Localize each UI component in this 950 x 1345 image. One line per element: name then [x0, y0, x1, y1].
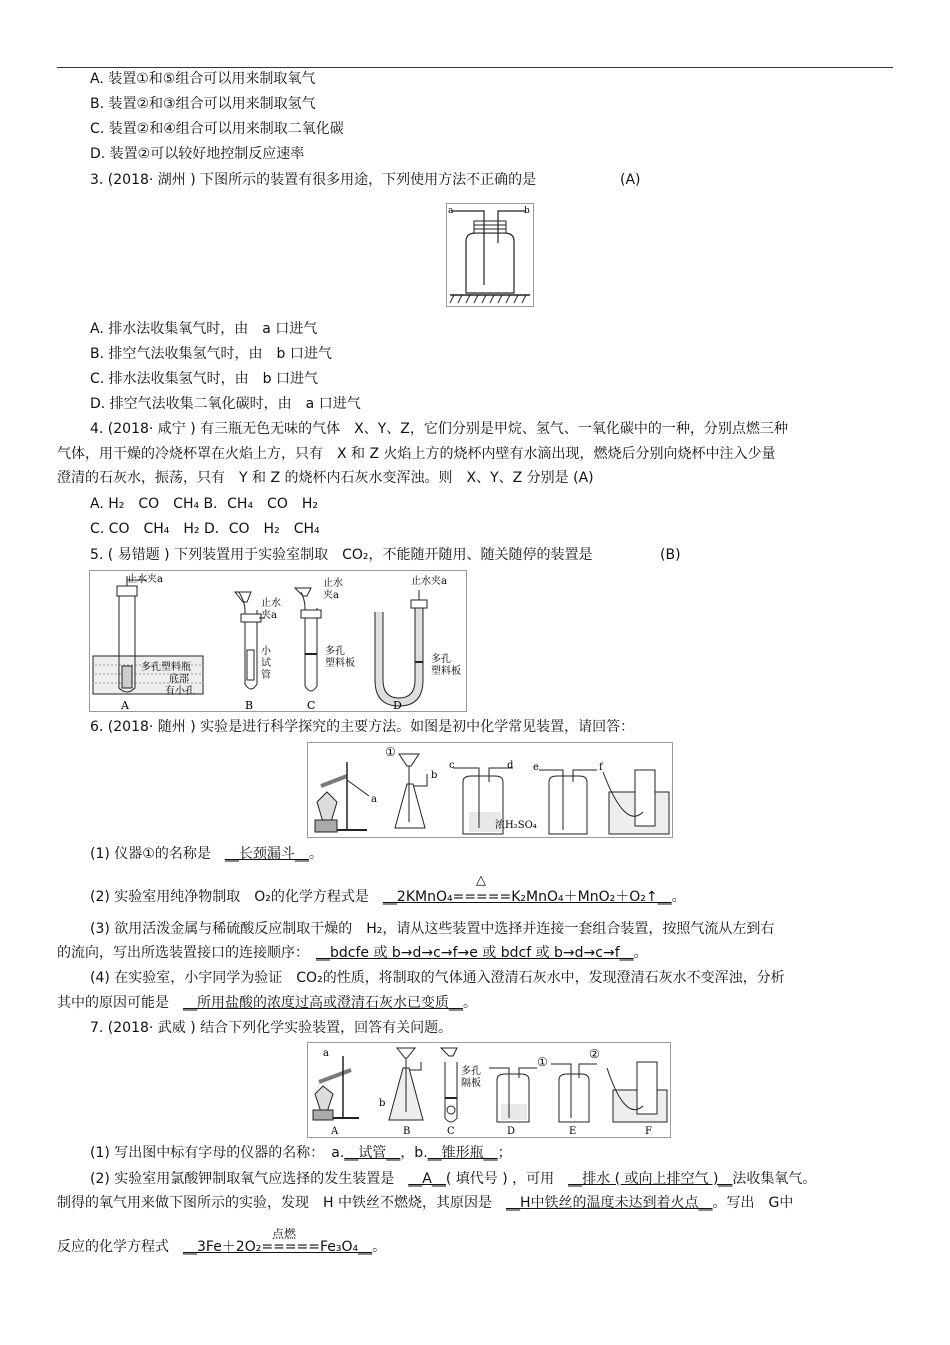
q6-p3-pre: 的流向，写出所选装置接口的连接顺序： [57, 945, 316, 961]
q7-p2-line-1 [90, 1170, 816, 1188]
q4-options-cd: C. CO CH₄ H₂ D．CO H₂ CH₄ [90, 521, 320, 537]
q7-label-B: B [403, 1126, 411, 1137]
q6-p2-condition: △ [476, 873, 486, 888]
q2-option-c: C. 装置②和④组合可以用来制取二氧化碳 [90, 121, 344, 137]
q6-p4-answer: __所用盐酸的浓度过高或澄清石灰水已变质__ [183, 995, 463, 1011]
q6-p3-post: 。 [633, 945, 648, 961]
q7-p3 [57, 1238, 386, 1256]
q7-p1-answer-b: __锥形瓶__ [427, 1145, 498, 1161]
q6-p1 [90, 845, 323, 863]
q7-label-E: E [569, 1126, 577, 1137]
q6-acid-label: 浓H₂SO₄ [495, 820, 537, 831]
q6-port-a: a [371, 794, 377, 805]
q5-answer: (B) [660, 547, 681, 563]
q5-label-a: A [121, 699, 129, 712]
q6-p4-post: 。 [463, 995, 477, 1011]
q7-p2-answer-1: __A__ [408, 1171, 446, 1187]
q3-option-d: D. 排空气法收集二氧化碳时，由 a 口进气 [90, 396, 361, 412]
q6-p2-pre: (2) 实验室用纯净物制取 O₂的化学方程式是 [90, 889, 383, 905]
q3-option-b: B. 排空气法收集氢气时，由 b 口进气 [90, 346, 332, 362]
q5-a-clamp-label: 止水夹a [127, 574, 163, 585]
q5-b-clamp-label-1: 止水 [261, 598, 281, 609]
q7-p2-line-2 [57, 1194, 793, 1212]
q7-label-A: A [331, 1126, 339, 1137]
q6-p4-line-2 [57, 994, 477, 1012]
q6-p3-answer: __bdcfe 或 b→d→c→f→e 或 bdcf 或 b→d→c→f__ [316, 945, 634, 961]
q6-port-f: f [599, 762, 603, 773]
q5-d-clamp-label: 止水夹a [411, 576, 447, 587]
q6-p1-answer: __长颈漏斗__ [224, 846, 309, 862]
q3-gas-bottle-figure [446, 203, 534, 307]
q7-p3-pre: 反应的化学方程式 [57, 1239, 183, 1255]
q7-stem: 7. (2018· 武威 ) 结合下列化学实验装置，回答有关问题。 [90, 1020, 453, 1036]
q5-label-c: C [307, 699, 316, 712]
q3-stem: 3. (2018· 湖州 ) 下图所示的装置有很多用途，下列使用方法不正确的是 [90, 172, 537, 188]
q7-port-2-label: ② [589, 1047, 600, 1061]
q6-port-b: b [431, 770, 438, 781]
q5-b-tube-label-1: 小 [261, 646, 271, 657]
q5-label-d: D [393, 699, 402, 712]
q7-label-F: F [645, 1126, 652, 1137]
q5-b-clamp-label-2: 夹a [261, 610, 277, 621]
q7-label-a-instrument: a [323, 1048, 329, 1059]
q4-line-2: 气体，用干燥的冷烧杯罩在火焰上方，只有 X 和 Z 火焰上方的烧杯内壁有水滴出现，燃烧后分别向烧杯中注入少量 [57, 446, 776, 462]
q7-p2b-pre: 制得的氧气用来做下图所示的实验，发现 H 中铁丝不燃烧，其原因是 [57, 1195, 506, 1211]
q7-label-D: D [507, 1126, 516, 1137]
q4-line-1: 4. (2018· 咸宁 ) 有三瓶无色无味的气体 X、Y、Z，它们分别是甲烷、氢气、一氧化碳中的一种，分别点燃三种 [90, 421, 788, 437]
q7-apparatus-figure [307, 1042, 671, 1138]
q6-p4-line-1: (4) 在实验室，小宇同学为验证 CO₂的性质，将制取的气体通入澄清石灰水中，发现澄清石灰水不变浑浊，分析 [90, 970, 785, 986]
q5-a-porous-label: 多孔塑料瓶 [141, 662, 191, 673]
q5-b-tube-label-2: 试 [261, 658, 271, 669]
q6-p3-line-1: (3) 欲用活泼金属与稀硫酸反应制取干燥的 H₂，请从这些装置中选择并连接一套组合装置，按照气流从左到右 [90, 921, 775, 937]
q7-p1 [90, 1144, 512, 1162]
q5-apparatus-figure [89, 570, 467, 712]
q7-porous-label-2: 隔板 [461, 1078, 481, 1089]
q6-stem: 6. (2018· 随州 ) 实验是进行科学探究的主要方法。如图是初中化学常见装置，请回答： [90, 719, 635, 735]
q7-p2-post: 法收集氧气。 [732, 1171, 817, 1187]
q2-option-d: D. 装置②可以较好地控制反应速率 [90, 146, 305, 162]
q2-option-a: A. 装置①和⑤组合可以用来制取氧气 [90, 71, 316, 87]
q7-p1-answer-a: __试管__ [344, 1145, 401, 1161]
q6-p3-line-2 [57, 944, 648, 962]
q5-d-plate-label-1: 多孔 [431, 654, 451, 665]
q2-option-b: B. 装置②和③组合可以用来制取氢气 [90, 96, 316, 112]
q3-answer: (A) [620, 172, 641, 188]
q5-a-bottom-label-1: 底部 [169, 674, 189, 685]
q3-option-a: A. 排水法收集氧气时，由 a 口进气 [90, 321, 318, 337]
q7-port-1-label: ① [537, 1055, 548, 1069]
q7-p1-post: ； [497, 1145, 512, 1161]
q7-p1-mid: ，b. [400, 1145, 428, 1161]
q6-instrument-1-label: ① [385, 745, 396, 759]
q6-p2-answer: __2KMnO₄=====K₂MnO₄＋MnO₂＋O₂↑__ [382, 889, 672, 905]
q6-p1-pre: (1) 仪器①的名称是 [90, 846, 225, 862]
q5-a-bottom-label-2: 有小孔 [165, 686, 195, 697]
q3-port-b: b [524, 206, 530, 216]
q5-c-plate-label-1: 多孔 [325, 646, 345, 657]
q7-p2b-answer: __H中铁丝的温度未达到着火点__ [505, 1195, 713, 1211]
q5-c-clamp-label-2: 夹a [323, 590, 339, 601]
q6-port-d: d [507, 760, 514, 771]
q3-option-c: C. 排水法收集氢气时，由 b 口进气 [90, 371, 319, 387]
q3-port-a: a [448, 206, 454, 216]
q7-porous-label-1: 多孔 [461, 1066, 481, 1077]
q6-p4-pre: 其中的原因可能是 [57, 995, 183, 1011]
q5-stem: 5. ( 易错题 ) 下列装置用于实验室制取 CO₂，不能随开随用、随关随停的装置是 [90, 547, 593, 563]
q6-apparatus-figure [307, 742, 673, 838]
q7-p3-condition: 点燃 [272, 1227, 297, 1241]
q5-d-plate-label-2: 塑料板 [431, 666, 461, 677]
q7-p2-mid: ( 填代号 ) ，可用 [445, 1171, 569, 1187]
q5-label-b: B [245, 699, 254, 712]
q7-p2-answer-2: __排水 ( 或向上排空气 )__ [568, 1171, 733, 1187]
q6-p1-post: 。 [308, 846, 323, 862]
q6-p2-post: 。 [671, 889, 686, 905]
q6-port-e: e [533, 762, 539, 773]
q7-p3-answer: __3Fe＋2O₂=====Fe₃O₄__ [183, 1239, 373, 1255]
q7-label-b-instrument: b [379, 1098, 386, 1109]
q6-port-c: c [449, 760, 455, 771]
q7-p3-post: 。 [372, 1239, 387, 1255]
q7-p1-pre: (1) 写出图中标有字母的仪器的名称： a. [90, 1145, 345, 1161]
q7-p2b-post: 。写出 G中 [712, 1195, 794, 1211]
q6-p2 [90, 888, 686, 906]
q4-options-ab: A. H₂ CO CH₄ B．CH₄ CO H₂ [90, 496, 318, 512]
q5-c-clamp-label-1: 止水 [323, 578, 343, 589]
q5-c-plate-label-2: 塑料板 [325, 658, 355, 669]
q7-label-C: C [447, 1126, 455, 1137]
q7-p2-pre: (2) 实验室用氯酸钾制取氧气应选择的发生装置是 [90, 1171, 409, 1187]
header-rule [57, 67, 893, 68]
q5-b-tube-label-3: 管 [261, 670, 271, 681]
q4-line-3: 澄清的石灰水，振荡，只有 Y 和 Z 的烧杯内石灰水变浑浊。则 X、Y、Z 分别是 (A) [57, 470, 594, 486]
